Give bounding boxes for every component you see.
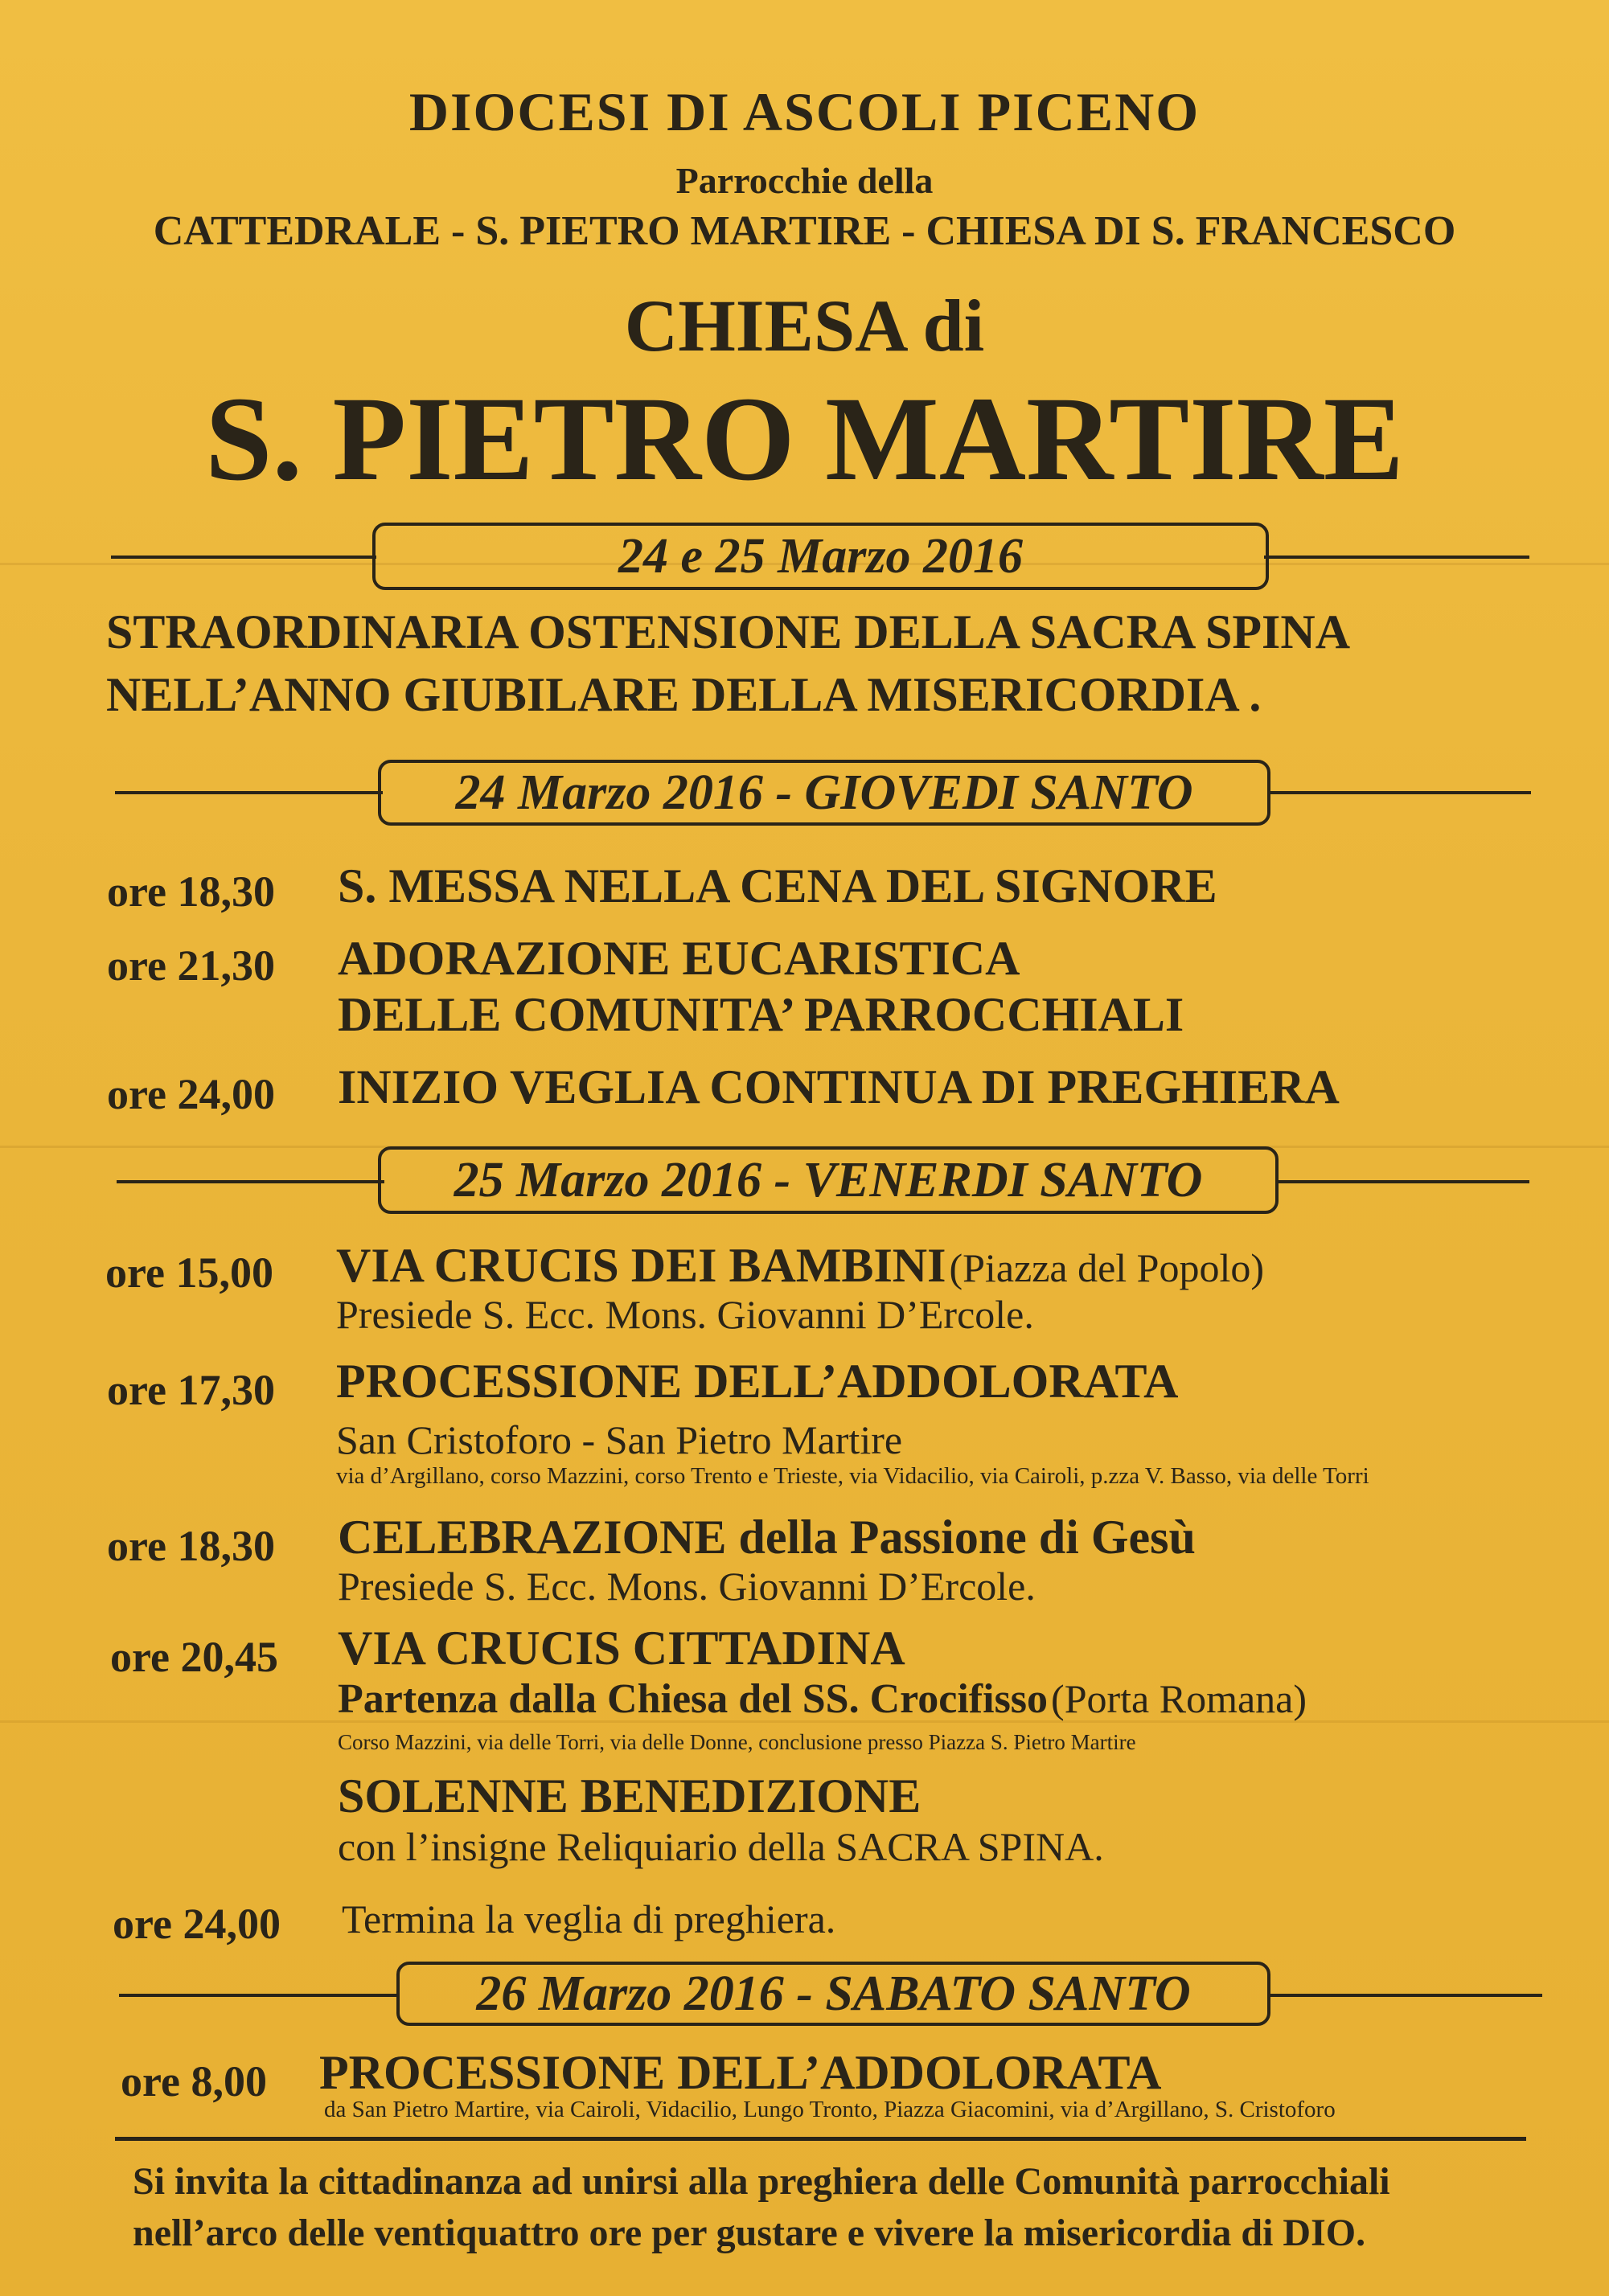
dates-box: 24 e 25 Marzo 2016 — [372, 523, 1269, 590]
event-time: ore 24,00 — [107, 1070, 275, 1118]
day3-title-box: 26 Marzo 2016 - SABATO SANTO — [396, 1962, 1270, 2026]
divider-rule — [1267, 791, 1531, 794]
divider-rule — [1269, 1994, 1542, 1997]
event-title: PROCESSIONE DELL’ADDOLORATA — [319, 2046, 1162, 2099]
event-title: CELEBRAZIONE della Passione di Gesù — [338, 1511, 1196, 1564]
diocese-title: DIOCESI DI ASCOLI PICENO — [408, 81, 1201, 142]
event-title: VIA CRUCIS CITTADINA — [338, 1622, 905, 1675]
divider-rule — [119, 1994, 398, 1997]
event-subtitle: San Cristoforo - San Pietro Martire — [336, 1417, 903, 1462]
divider-rule — [1275, 1180, 1529, 1183]
event-presider: Presiede S. Ecc. Mons. Giovanni D’Ercole. — [338, 1564, 1036, 1609]
footer-rule — [115, 2137, 1526, 2141]
event-time: ore 21,30 — [107, 941, 275, 990]
event-start: Partenza dalla Chiesa del SS. Crocifisso — [338, 1676, 1049, 1722]
day2-title-box: 25 Marzo 2016 - VENERDI SANTO — [378, 1146, 1279, 1214]
blessing-title: SOLENNE BENEDIZIONE — [338, 1769, 921, 1822]
event-place: (Porta Romana) — [1051, 1676, 1307, 1721]
event-time: ore 20,45 — [110, 1633, 278, 1681]
church-title-line1: CHIESA di — [624, 285, 985, 367]
event-title: VIA CRUCIS DEI BAMBINI — [336, 1239, 946, 1292]
day1-title-box: 24 Marzo 2016 - GIOVEDI SANTO — [378, 760, 1270, 826]
event-title-row — [336, 1238, 1264, 1294]
event-title: ADORAZIONE EUCARISTICA — [338, 932, 1020, 985]
event-route: Corso Mazzini, via delle Torri, via delle Donne, conclusione presso Piazza S. Pietro Martire — [338, 1730, 1136, 1754]
event-title: PROCESSIONE DELL’ADDOLORATA — [336, 1355, 1179, 1408]
event-title-cont: DELLE COMUNITA’ PARROCCHIALI — [338, 988, 1184, 1041]
divider-rule — [1264, 556, 1529, 559]
divider-rule — [115, 791, 383, 794]
church-title-line2: S. PIETRO MARTIRE — [205, 372, 1404, 506]
footer-line-1: Si invita la cittadinanza ad unirsi alla preghiera delle Comunità parrocchiali — [133, 2160, 1390, 2203]
event-line-2: NELL’ANNO GIUBILARE DELLA MISERICORDIA . — [106, 668, 1262, 721]
event-start-row — [338, 1675, 1307, 1723]
event-line-1: STRAORDINARIA OSTENSIONE DELLA SACRA SPINA — [106, 605, 1351, 658]
blessing-subtitle: con l’insigne Reliquiario della SACRA SPINA. — [338, 1824, 1104, 1869]
event-time: ore 18,30 — [107, 1522, 275, 1570]
event-place: (Piazza del Popolo) — [949, 1245, 1265, 1290]
footer-line-2: nell’arco delle ventiquattro ore per gustare e vivere la misericordia di DIO. — [133, 2212, 1366, 2254]
parishes-list: CATTEDRALE - S. PIETRO MARTIRE - CHIESA DI S. FRANCESCO — [153, 208, 1456, 254]
event-time: ore 18,30 — [107, 867, 275, 916]
parishes-intro: Parrocchie della — [675, 160, 934, 201]
event-route: via d’Argillano, corso Mazzini, corso Trento e Trieste, via Vidacilio, via Cairoli, p.zza V. Basso, via delle Torri — [336, 1463, 1369, 1489]
event-presider: Presiede S. Ecc. Mons. Giovanni D’Ercole. — [336, 1292, 1034, 1337]
event-time: ore 15,00 — [105, 1248, 273, 1297]
event-time: ore 8,00 — [121, 2057, 267, 2105]
event-title: S. MESSA NELLA CENA DEL SIGNORE — [338, 859, 1217, 912]
divider-rule — [111, 556, 376, 559]
event-subtitle: Termina la veglia di preghiera. — [342, 1896, 836, 1941]
event-title: INIZIO VEGLIA CONTINUA DI PREGHIERA — [338, 1060, 1340, 1113]
event-route: da San Pietro Martire, via Cairoli, Vidacilio, Lungo Tronto, Piazza Giacomini, via d’Argillano, S. Cristoforo — [324, 2097, 1336, 2122]
event-time: ore 24,00 — [113, 1900, 281, 1948]
event-time: ore 17,30 — [107, 1366, 275, 1414]
divider-rule — [117, 1180, 384, 1183]
